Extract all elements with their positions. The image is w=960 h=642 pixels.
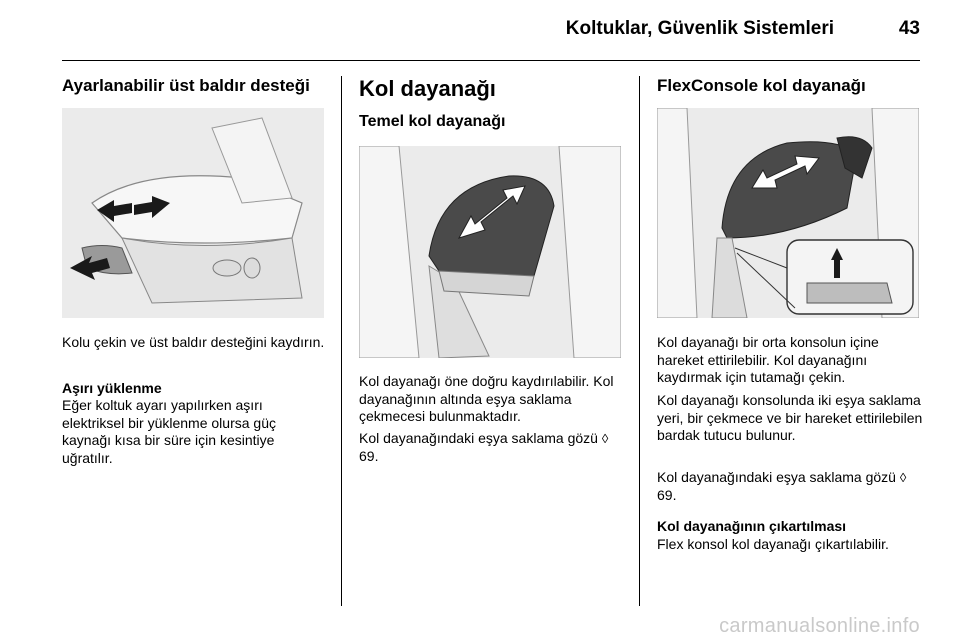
running-header-title: Koltuklar, Güvenlik Sistemleri [565, 18, 834, 39]
ref-arrow-icon: ◊ [601, 431, 609, 446]
column-divider-2 [639, 76, 640, 606]
page-reference[interactable]: 69. [657, 486, 677, 503]
page-number: 43 [898, 18, 920, 39]
figure-basic-armrest [359, 146, 621, 358]
ref-arrow-icon: ◊ [899, 470, 907, 485]
paragraph-flexconsole-storage-text: Kol dayanağındaki eşya saklama gözü [657, 469, 896, 485]
paragraph-armrest-storage-text: Kol dayanağındaki eşya saklama gözü [359, 430, 598, 446]
column-thigh-support [62, 74, 328, 98]
paragraph-overload: Eğer koltuk ayarı yapılırken aşırı elektriksel bir yüklenme olursa güç kaynağı kısa bir süre için kesintiye uğratılır. [62, 397, 276, 466]
subheading-basic-armrest: Temel kol dayanağı [359, 113, 506, 130]
header-rule [62, 60, 920, 61]
figure-flexconsole-armrest [657, 108, 919, 318]
column-flexconsole [657, 74, 925, 98]
subheading-overload: Aşırı yüklenme [62, 380, 162, 396]
figure-seat-thigh-support [62, 108, 324, 318]
subheading-armrest-removal: Kol dayanağının çıkartılması [657, 518, 847, 534]
column-armrest [359, 74, 627, 132]
paragraph-flexconsole-storage [657, 469, 925, 504]
paragraph-armrest-removal: Flex konsol kol dayanağı çıkartılabilir. [657, 536, 889, 552]
page-reference[interactable]: 69. [359, 447, 379, 464]
section-heading-thigh-support: Ayarlanabilir üst baldır desteği [62, 76, 310, 95]
column-divider-1 [341, 76, 342, 606]
section-heading-flexconsole: FlexConsole kol dayanağı [657, 76, 866, 95]
paragraph-flexconsole-slide: Kol dayanağı bir orta konsolun içine hareket ettirilebilir. Kol dayanağını kaydırmak için tutamağı çekin. [657, 334, 879, 385]
paragraph-thigh-support-instruction: Kolu çekin ve üst baldır desteğini kaydırın. [62, 334, 325, 350]
section-heading-armrest: Kol dayanağı [359, 76, 496, 101]
paragraph-flexconsole-contents: Kol dayanağı konsolunda iki eşya saklama yeri, bir çekmece ve bir hareket ettirilebilen bardak tutucu bulunur. [657, 392, 923, 443]
watermark-url: carmanualsonline.info [719, 615, 920, 637]
paragraph-basic-armrest: Kol dayanağı öne doğru kaydırılabilir. Kol dayanağının altında eşya saklama çekmecesi bulunmaktadır. [359, 373, 614, 424]
paragraph-armrest-storage [359, 430, 627, 465]
